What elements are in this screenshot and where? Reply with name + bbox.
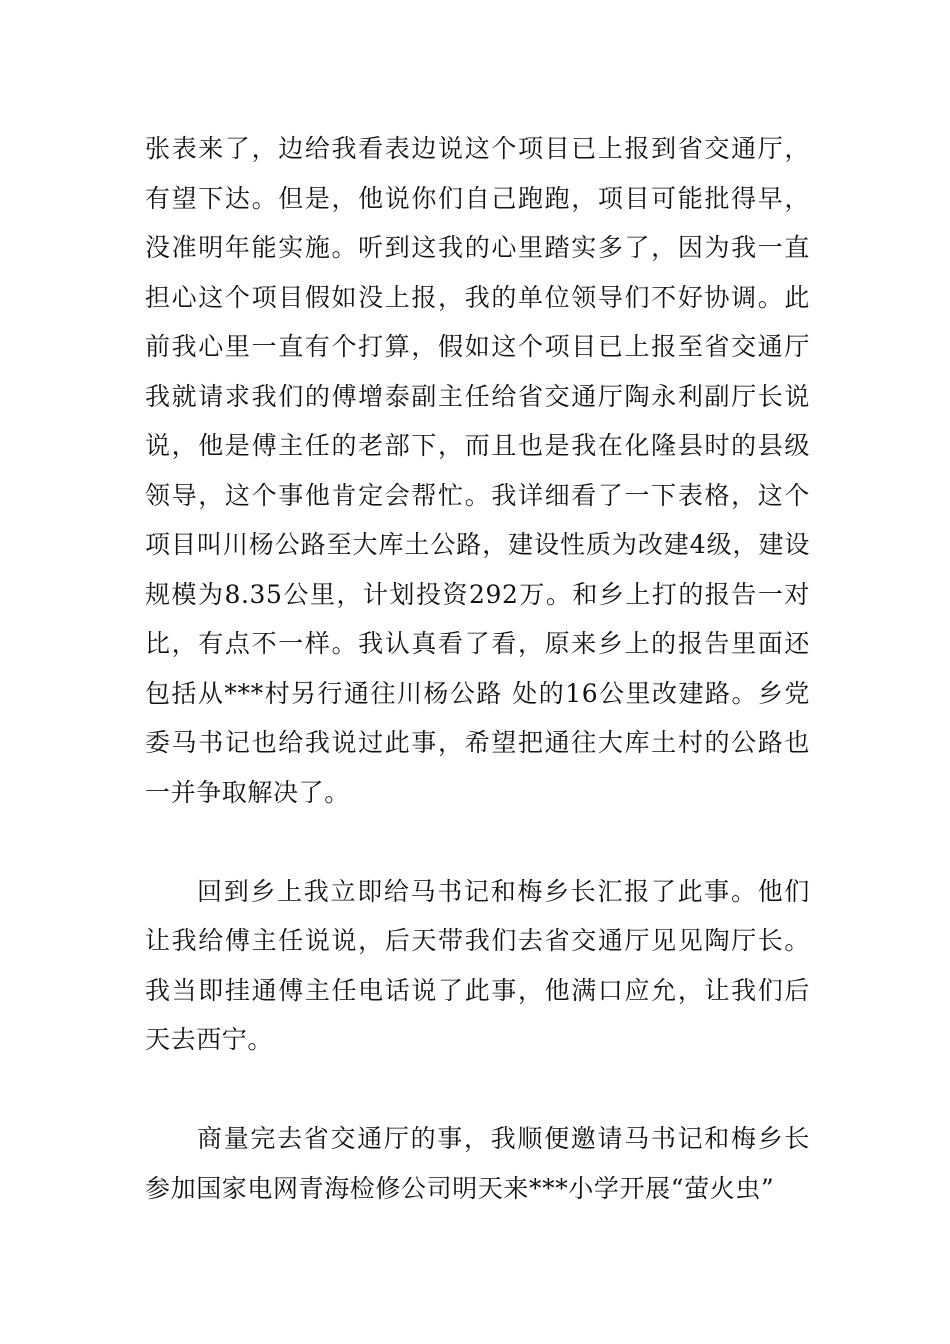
paragraph-3: 商量完去省交通厅的事，我顺便邀请马书记和梅乡长参加国家电网青海检修公司明天来***小学开展“萤火虫” — [145, 1124, 810, 1203]
document-page — [145, 124, 810, 1213]
paragraph-1: 张表来了，边给我看表边说这个项目已上报到省交通厅，有望下达。但是，他说你们自己跑跑，项目可能批得早，没准明年能实施。听到这我的心里踏实多了，因为我一直担心这个项目假如没上报，我的单位领导们不好协调。此前我心里一直有个打算，假如这个项目已上报至省交通厅我就请求我们的傅增泰副主任给省交通厅陶永利副厅长说说，他是傅主任的老部下，而且也是我在化隆县时的县级领导，这个事他肯定会帮忙。我详细看了一下表格，这个项目叫川杨公路至大库土公路，建设性质为改建4级，建设规模为8.35公里，计划投资292万。和乡上打的报告一对比，有点不一样。我认真看了看，原来乡上的报告里面还包括从***村另行通往川杨公路 处的16公里改建路。乡党委马书记也给我说过此事，希望把通往大库土村的公路也一并争取解决了。 — [145, 134, 810, 807]
paragraph-2: 回到乡上我立即给马书记和梅乡长汇报了此事。他们让我给傅主任说说，后天带我们去省交通厅见见陶厅长。我当即挂通傅主任电话说了此事，他满口应允，让我们后天去西宁。 — [145, 876, 810, 1054]
